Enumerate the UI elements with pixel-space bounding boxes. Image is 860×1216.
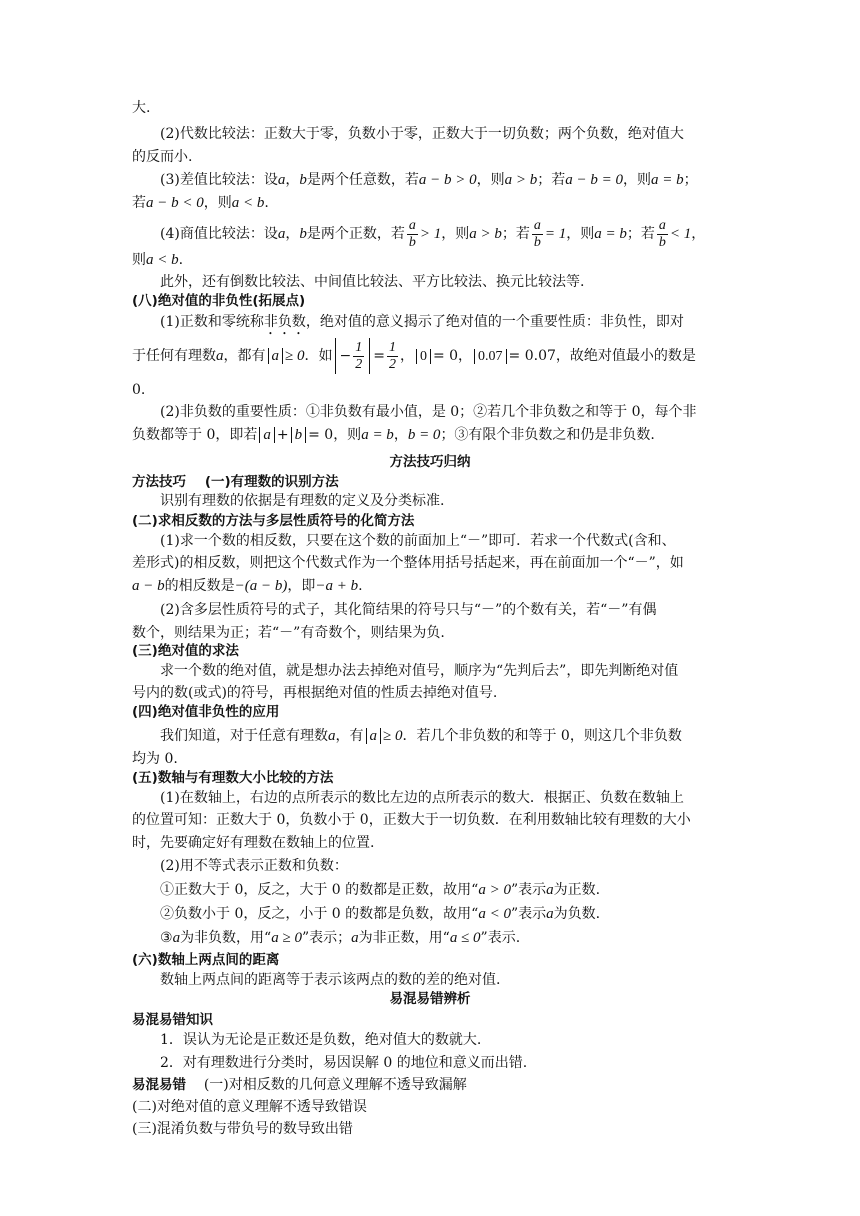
text-line: 负数都等于 0，即若 a + b = 0，则a = b，b = 0；③有限个非负数之和仍是非负数.: [132, 427, 655, 443]
fraction: $\frac{a}{b}$: [408, 217, 416, 250]
section-heading: (四)绝对值非负性的应用: [132, 704, 280, 720]
text-line: 则a < b.: [132, 252, 184, 268]
fraction: $\frac{1}{2}$: [388, 339, 396, 372]
section-heading: (二)求相反数的方法与多层性质符号的化简方法: [132, 513, 415, 529]
text-line: (二)对绝对值的意义理解不透导致错误: [132, 1099, 367, 1115]
section-heading: 方法技巧 (一)有理数的识别方法: [132, 474, 339, 490]
text-line: 若a − b < 0，则a < b.: [132, 195, 269, 211]
text-line: (1)求一个数的相反数，只要在这个数的前面加上“－”即可．若求一个代数式(含和、: [160, 533, 676, 549]
text-line: (2)非负数的重要性质：①非负数有最小值，是 0；②若几个非负数之和等于 0，每个非: [160, 404, 697, 420]
text-line: 数轴上两点间的距离等于表示该两点的数的差的绝对值.: [160, 972, 501, 988]
section-heading: (五)数轴与有理数大小比较的方法: [132, 770, 334, 786]
text-line: ①正数大于 0，反之，大于 0 的数都是正数，故用“a > 0”表示a为正数.: [160, 882, 601, 898]
text-line: 的位置可知：正数大于 0，负数小于 0，正数大于一切负数．在利用数轴比较有理数的大小: [132, 812, 691, 828]
text-line: ③a为非负数，用“a ≥ 0”表示；a为非正数，用“a ≤ 0”表示.: [160, 930, 521, 946]
section-title: 方法技巧归纳: [389, 454, 471, 470]
text-line: 求一个数的绝对值，就是想办法去掉绝对值号，顺序为“先判后去”，即先判断绝对值: [160, 663, 679, 679]
text-line: 识别有理数的依据是有理数的定义及分类标准.: [160, 493, 445, 509]
text-line: 均为 0.: [132, 751, 178, 767]
text-line: (三)混淆负数与带负号的数导致出错: [132, 1121, 353, 1137]
text-line: 大.: [132, 100, 151, 116]
section-heading: (六)数轴上两点间的距离: [132, 952, 280, 968]
text-line: 差形式)的相反数，则把这个代数式作为一个整体用括号括起来，再在前面加一个“－”，如: [132, 555, 684, 571]
text-line: ②负数小于 0，反之，小于 0 的数都是负数，故用“a < 0”表示a为负数.: [160, 906, 601, 922]
text-line: 于任何有理数a，都有 a ≥ 0．如 − $\frac{1}{2}$ = $\frac{1}{2}$ ， 0 = 0， 0.07 = 0.07，故绝对值最小的数是: [132, 338, 732, 375]
section-title: 易混易错辨析: [389, 991, 471, 1007]
section-heading: (八)绝对值的非负性(拓展点): [132, 293, 306, 309]
text-line: a − b的相反数是−(a − b)，即−a + b.: [132, 578, 363, 594]
text-line: 1．误认为无论是正数还是负数，绝对值大的数就大.: [160, 1032, 482, 1048]
text-line: (2)用不等式表示正数和负数：: [160, 858, 348, 874]
text-line: (1)正数和零统称非负数，绝对值的意义揭示了绝对值的一个重要性质：非负性，即对: [160, 314, 684, 330]
text-line: (4)商值比较法：设a，b是两个正数，若 $\frac{a}{b}$ > 1，则a > b；若 $\frac{a}{b}$ = 1，则a = b；若 $\frac{a}{b}$ < 1，: [160, 217, 706, 250]
text-line: (2)代数比较法：正数大于零，负数小于零，正数大于一切负数；两个负数，绝对值大: [160, 126, 684, 142]
section-heading: 易混易错知识: [132, 1012, 213, 1028]
abs-fraction: − $\frac{1}{2}$: [335, 338, 370, 374]
text-line: 时，先要确定好有理数在数轴上的位置.: [132, 835, 375, 851]
text-line: (2)含多层性质符号的式子，其化简结果的符号只与“－”的个数有关，若“－”有偶: [160, 602, 657, 618]
fraction: $\frac{a}{b}$: [533, 217, 541, 250]
text-line: 号内的数(或式)的符号，再根据绝对值的性质去掉绝对值号.: [132, 685, 498, 701]
text-line: 数个，则结果为正；若“－”有奇数个，则结果为负.: [132, 625, 445, 641]
text-line: 此外，还有倒数比较法、中间值比较法、平方比较法、换元比较法等.: [160, 274, 585, 290]
text-line: 的反而小.: [132, 149, 193, 165]
text-line: (3)差值比较法：设a，b是两个任意数，若a − b > 0，则a > b；若a − b = 0，则a = b；: [160, 172, 698, 188]
fraction: $\frac{a}{b}$: [658, 217, 666, 250]
text-line: 易混易错 (一)对相反数的几何意义理解不透导致漏解: [132, 1077, 467, 1093]
section-heading: (三)绝对值的求法: [132, 643, 239, 659]
text-line: 我们知道，对于任意有理数a，有 a ≥ 0．若几个非负数的和等于 0，则这几个非负数: [160, 728, 682, 744]
text-line: (1)在数轴上，右边的点所表示的数比左边的点所表示的数大．根据正、负数在数轴上: [160, 790, 684, 806]
text-line: 2．对有理数进行分类时，易因误解 0 的地位和意义而出错.: [160, 1055, 528, 1071]
text-line: 0.: [132, 382, 146, 398]
